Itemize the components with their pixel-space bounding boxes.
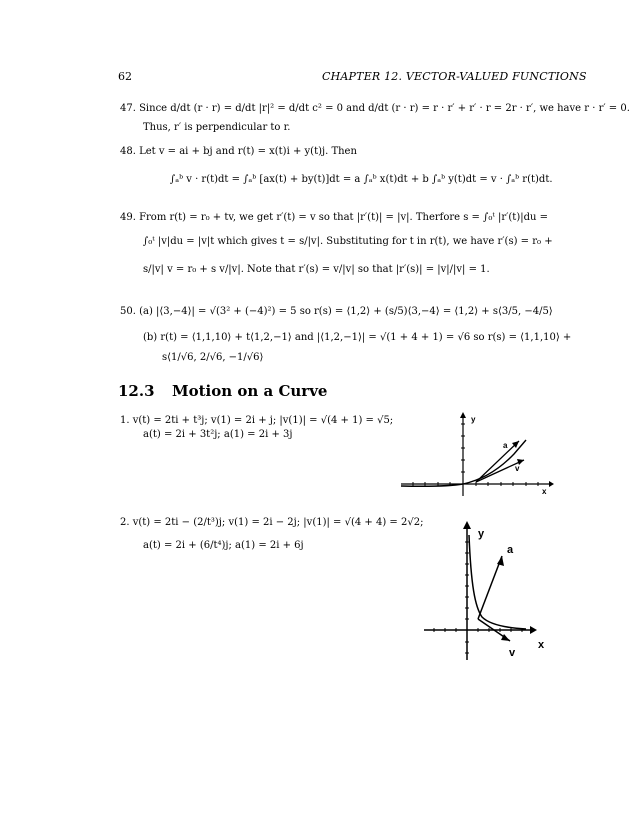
problem-48-line-2: ∫ₐᵇ v · r(t)dt = ∫ₐᵇ [ax(t) + by(t)]dt = a ∫ₐᵇ x(t)dt + b ∫ₐᵇ y(t)dt = v · ∫ₐᵇ r(t)dt. xyxy=(170,174,553,185)
section-number: 12.3 xyxy=(118,382,155,400)
page-number: 62 xyxy=(118,70,132,83)
problem-49-line-1: 49. From r(t) = r₀ + tv, we get r′(t) = v so that |r′(t)| = |v|. Therfore s = ∫₀ᵗ |r′(t)|du = xyxy=(120,212,548,223)
problem-50-line-a: 50. (a) |⟨3,−4⟩| = √(3² + (−4)²) = 5 so r(s) = ⟨1,2⟩ + (s/5)⟨3,−4⟩ = ⟨1,2⟩ + s⟨3/5, −4/5⟩ xyxy=(120,306,553,317)
problem-47-line-1: 47. Since d/dt (r · r) = d/dt |r|² = d/dt c² = 0 and d/dt (r · r) = r · r′ + r′ · r = 2r · r′, we have r · r′ = 0. xyxy=(120,103,630,114)
graph-1-x-arrowhead xyxy=(549,481,554,487)
graph-1-y-label: y xyxy=(471,415,476,424)
graph-2-y-label: y xyxy=(478,528,485,540)
graph-1-x-label: x xyxy=(542,487,547,496)
graph-2-curve xyxy=(469,535,526,629)
problem-1-line-1: 1. v(t) = 2ti + t³j; v(1) = 2i + j; |v(1)| = √(4 + 1) = √5; xyxy=(120,415,394,426)
graph-1 xyxy=(396,408,556,498)
graph-1-y-arrowhead xyxy=(460,412,466,418)
graph-1-a-label: a xyxy=(503,441,508,450)
graph-1-vector-a xyxy=(476,441,519,482)
graph-2-x-label: x xyxy=(538,639,545,651)
section-title: Motion on a Curve xyxy=(172,382,328,400)
graph-2-v-label: v xyxy=(509,647,516,659)
problem-50-line-b1: (b) r(t) = ⟨1,1,10⟩ + t⟨1,2,−1⟩ and |⟨1,2,−1⟩| = √(1 + 4 + 1) = √6 so r(s) = ⟨1,1,10⟩ + xyxy=(143,332,572,343)
problem-48-line-1: 48. Let v = ai + bj and r(t) = x(t)i + y(t)j. Then xyxy=(120,146,357,157)
chapter-title: CHAPTER 12. VECTOR-VALUED FUNCTIONS xyxy=(322,70,587,83)
problem-49-line-2: ∫₀ᵗ |v|du = |v|t which gives t = s/|v|. Substituting for t in r(t), we have r′(s) = r₀ + xyxy=(143,236,553,247)
problem-47-line-2: Thus, r′ is perpendicular to r. xyxy=(143,122,291,133)
problem-2-line-2: a(t) = 2i + (6/t⁴)j; a(1) = 2i + 6j xyxy=(143,540,304,551)
graph-2-a-label: a xyxy=(507,544,514,556)
graph-2-x-arrowhead xyxy=(530,626,537,634)
graph-1-v-label: v xyxy=(515,464,520,473)
graph-2-y-arrowhead xyxy=(463,521,471,529)
graph-2 xyxy=(420,515,560,665)
problem-50-line-b2: s⟨1/√6, 2/√6, −1/√6⟩ xyxy=(162,352,264,363)
problem-49-line-3: s/|v| v = r₀ + s v/|v|. Note that r′(s) = v/|v| so that |r′(s)| = |v|/|v| = 1. xyxy=(143,264,490,275)
problem-1-line-2: a(t) = 2i + 3t²j; a(1) = 2i + 3j xyxy=(143,429,293,440)
problem-2-line-1: 2. v(t) = 2ti − (2/t³)j; v(1) = 2i − 2j; |v(1)| = √(4 + 4) = 2√2; xyxy=(120,517,424,528)
graph-2-vector-a xyxy=(478,556,502,619)
